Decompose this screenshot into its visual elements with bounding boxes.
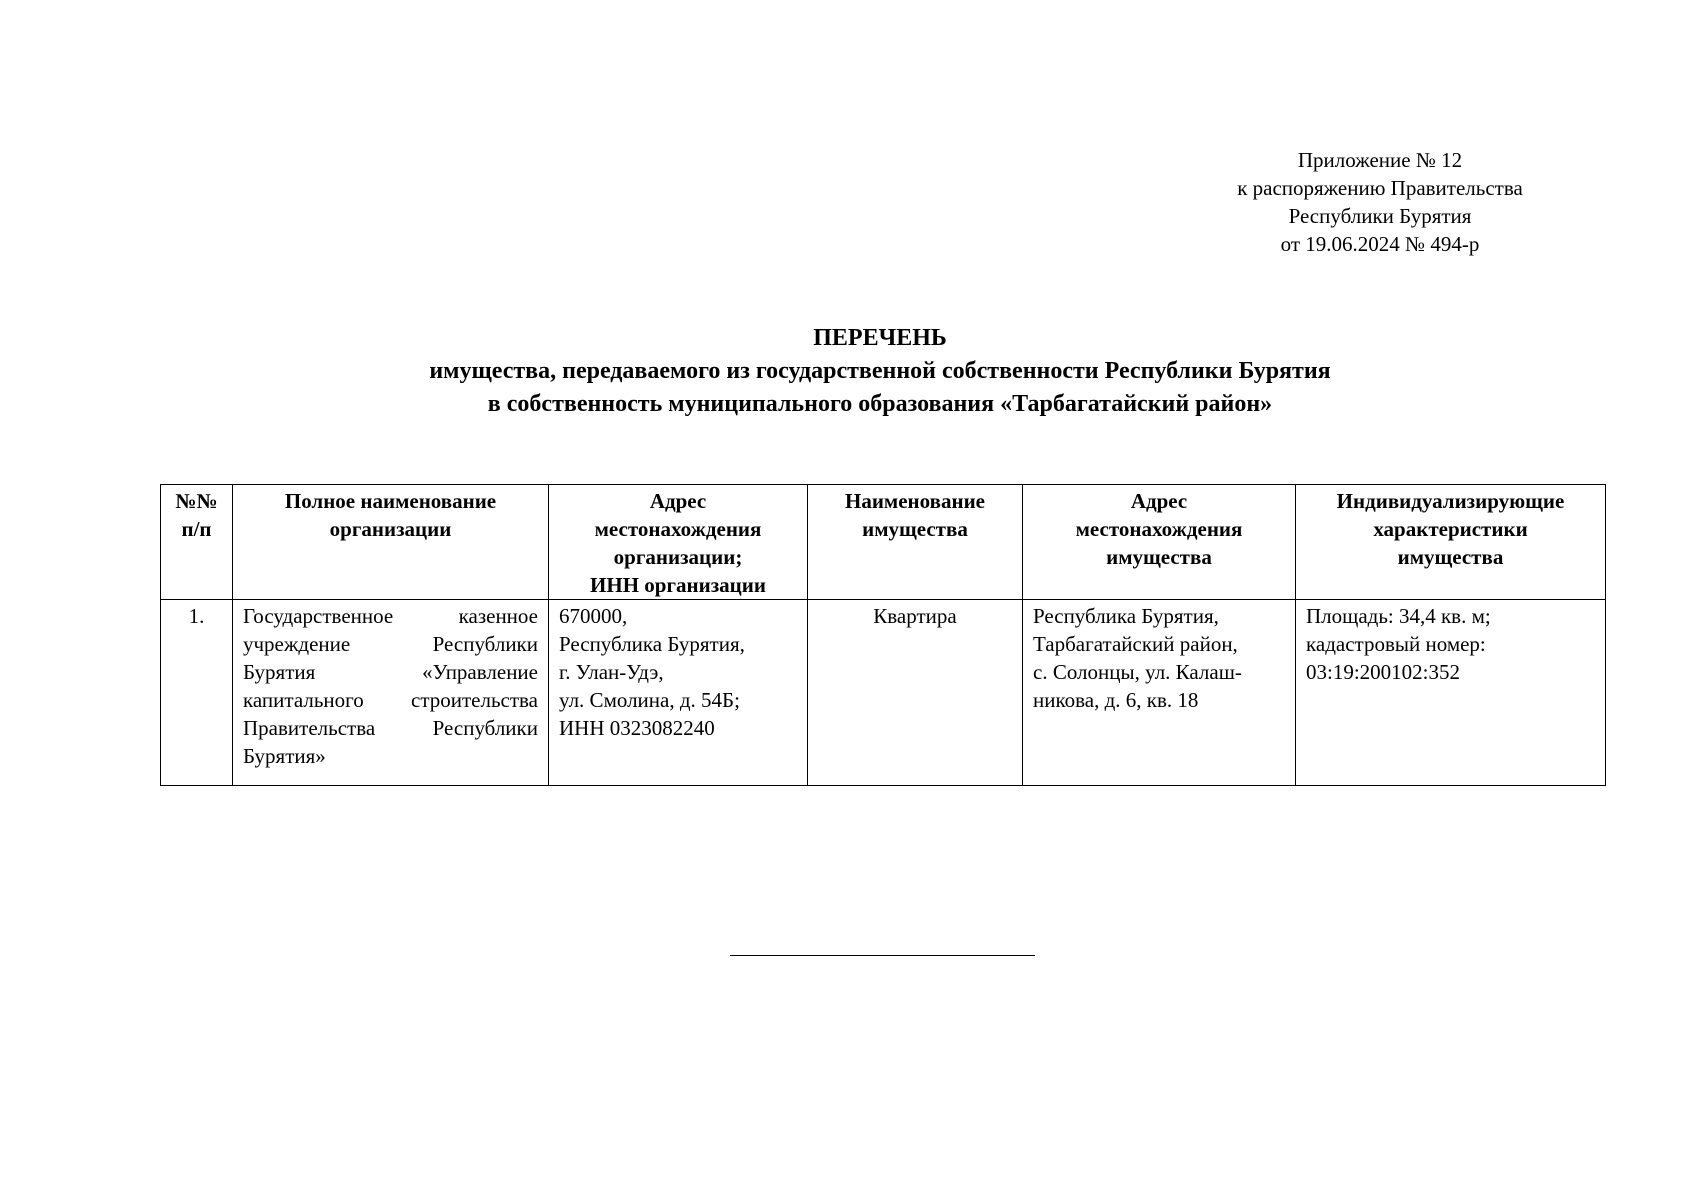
header-org-address: Адрес местонахождения организации; ИНН организации [549, 485, 808, 600]
title-line-2: имущества, передаваемого из государственной собственности Республики Бурятия [429, 358, 1331, 384]
header-number: №№ п/п [161, 485, 233, 600]
cell-org-address: 670000, Республика Бурятия, г. Улан-Удэ, ул. Смолина, д. 54Б; ИНН 0323082240 [549, 600, 808, 786]
appendix-date: от 19.06.2024 № 494-р [1280, 232, 1480, 256]
table-row [161, 600, 1606, 786]
appendix-reference: к распоряжению Правительства [1237, 176, 1523, 200]
appendix-block [1170, 146, 1590, 258]
title-line-3: в собственность муниципального образования «Тарбагатайский район» [487, 391, 1273, 417]
header-org-name: Полное наименование организации [233, 485, 549, 600]
header-characteristics: Индивидуализирующие характеристики имущества [1296, 485, 1606, 600]
end-separator-line [730, 955, 1035, 956]
header-property-name: Наименование имущества [808, 485, 1023, 600]
cell-property-address: Республика Бурятия, Тарбагатайский район, с. Солонцы, ул. Калаш- никова, д. 6, кв. 18 [1023, 600, 1296, 786]
appendix-number: Приложение № 12 [1297, 148, 1463, 172]
cell-org-name: Государственное казенное учреждение Республики Бурятия «Управление капитального строительства Правительства Республики Бурятия» [233, 600, 549, 786]
cell-property-name: Квартира [808, 600, 1023, 786]
header-property-address: Адрес местонахождения имущества [1023, 485, 1296, 600]
table-header-row [161, 485, 1606, 600]
cell-number: 1. [161, 600, 233, 786]
appendix-government: Республики Бурятия [1288, 204, 1472, 228]
cell-characteristics: Площадь: 34,4 кв. м; кадастровый номер: 03:19:200102:352 [1296, 600, 1606, 786]
document-title [160, 322, 1600, 421]
property-table [160, 484, 1606, 786]
title-heading: ПЕРЕЧЕНЬ [813, 325, 947, 351]
